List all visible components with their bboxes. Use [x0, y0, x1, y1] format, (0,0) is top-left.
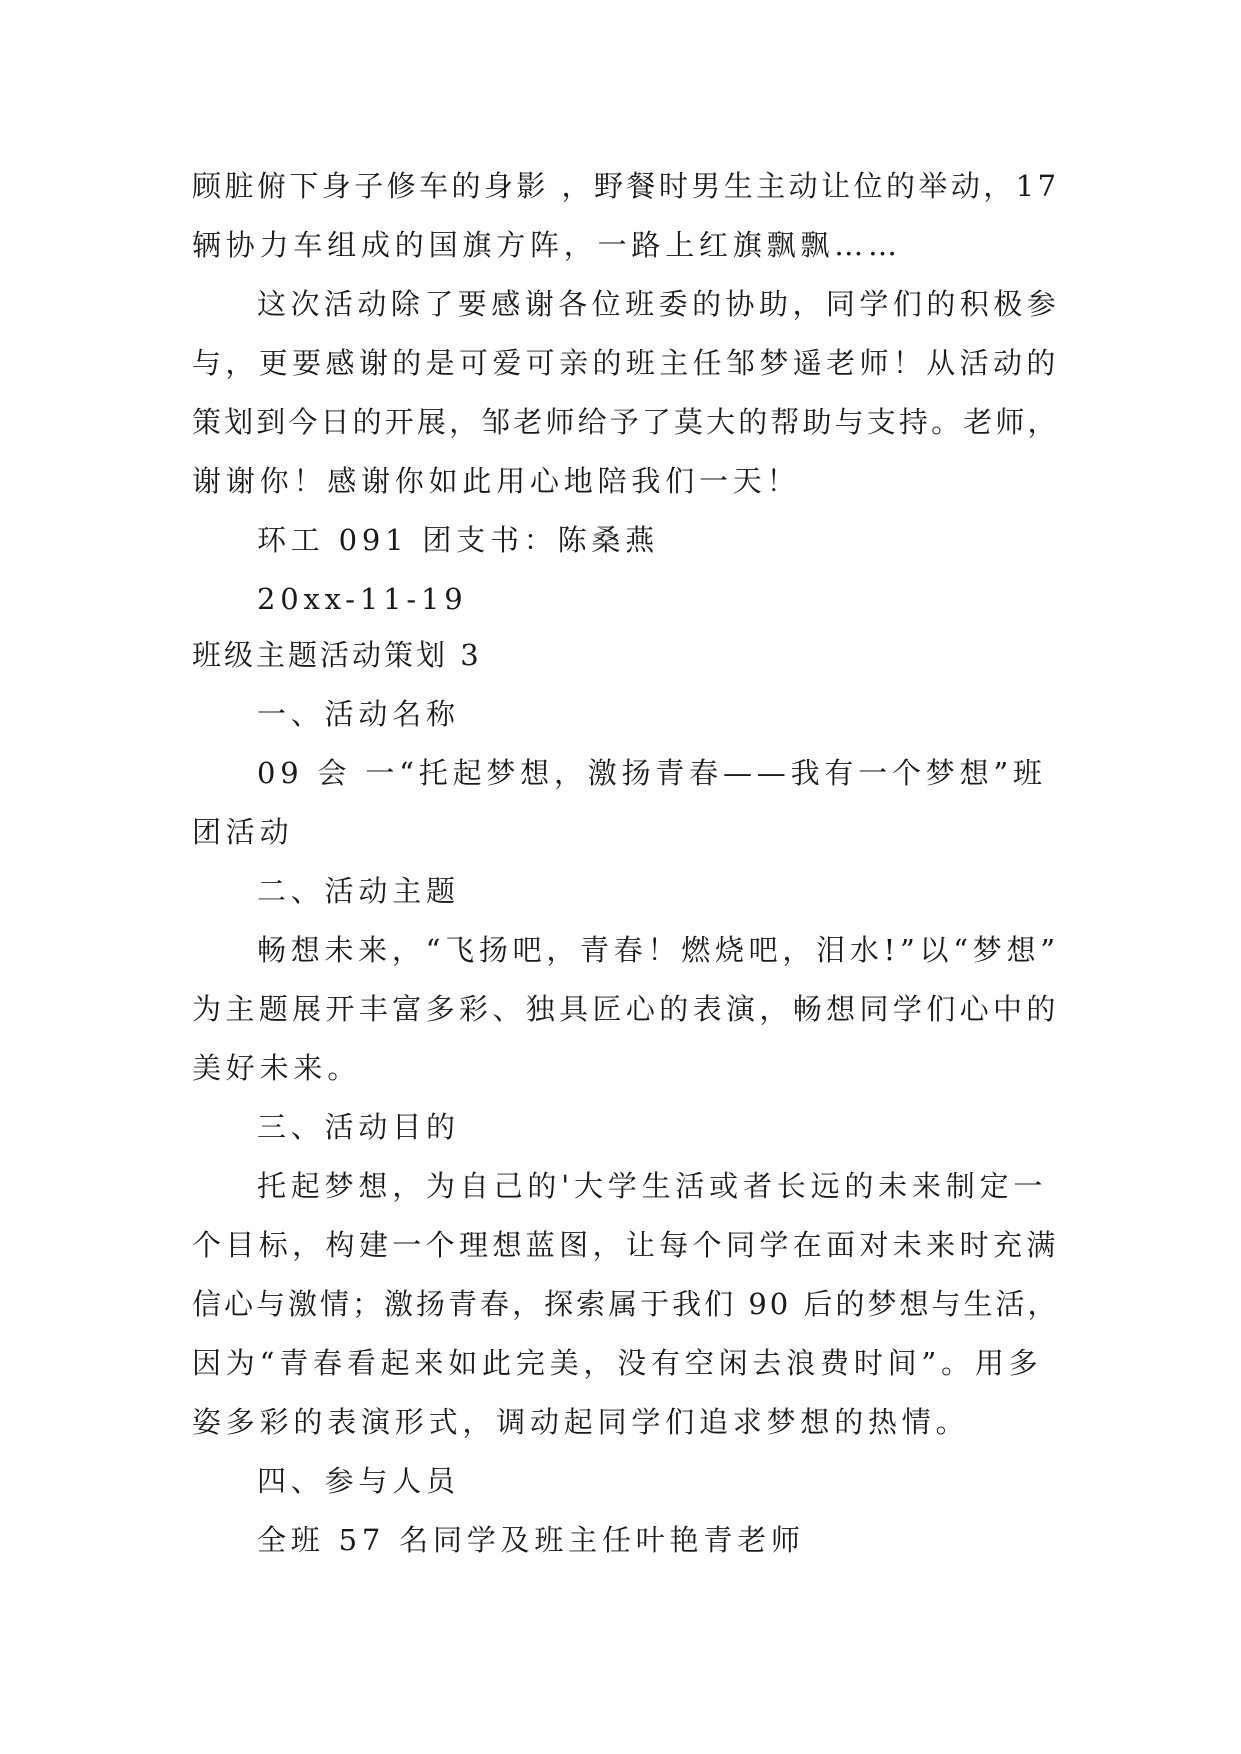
paragraph-line: 美好未来。	[192, 1051, 362, 1085]
paragraph-line: 策划到今日的开展，邹老师给予了莫大的帮助与支持。老师，	[192, 405, 1060, 439]
subheading-activity-name: 一、活动名称	[257, 697, 460, 731]
paragraph-line: 信心与激情；激扬青春，探索属于我们 90 后的梦想与生活，	[192, 1287, 1060, 1321]
paragraph-line: 谢谢你！感谢你如此用心地陪我们一天！	[192, 464, 801, 498]
paragraph-line: 这次活动除了要感谢各位班委的协助，同学们的积极参	[257, 287, 1061, 321]
subheading-activity-theme: 二、活动主题	[257, 874, 460, 908]
paragraph-line: 姿多彩的表演形式，调动起同学们追求梦想的热情。	[192, 1405, 970, 1439]
paragraph-line: 托起梦想，为自己的'大学生活或者长远的未来制定一	[257, 1169, 1048, 1203]
paragraph-line: 团活动	[192, 815, 294, 849]
section-title: 班级主题活动策划 3	[192, 638, 482, 672]
subheading-activity-purpose: 三、活动目的	[257, 1110, 460, 1144]
paragraph-line: 因为“青春看起来如此完美，没有空闲去浪费时间”。用多	[192, 1346, 1043, 1380]
paragraph-line: 与，更要感谢的是可爱可亲的班主任邹梦遥老师！从活动的	[192, 346, 1060, 380]
paragraph-line: 为主题展开丰富多彩、独具匠心的表演，畅想同学们心中的	[192, 992, 1060, 1026]
date-line: 20xx-11-19	[257, 582, 468, 616]
paragraph-line: 辆协力车组成的国旗方阵，一路上红旗飘飘……	[192, 228, 902, 262]
subheading-participants: 四、参与人员	[257, 1464, 460, 1498]
paragraph-line: 全班 57 名同学及班主任叶艳青老师	[257, 1523, 805, 1557]
paragraph-line: 09 会 一“托起梦想，激扬青春——我有一个梦想”班	[257, 756, 1047, 790]
paragraph-line: 顾脏俯下身子修车的身影 ，野餐时男生主动让位的举动，17	[192, 169, 1060, 203]
signature-line: 环工 091 团支书：陈桑燕	[257, 523, 659, 557]
paragraph-line: 畅想未来，“飞扬吧，青春！燃烧吧，泪水!”以“梦想”	[257, 933, 1060, 967]
paragraph-line: 个目标，构建一个理想蓝图，让每个同学在面对未来时充满	[192, 1228, 1060, 1262]
